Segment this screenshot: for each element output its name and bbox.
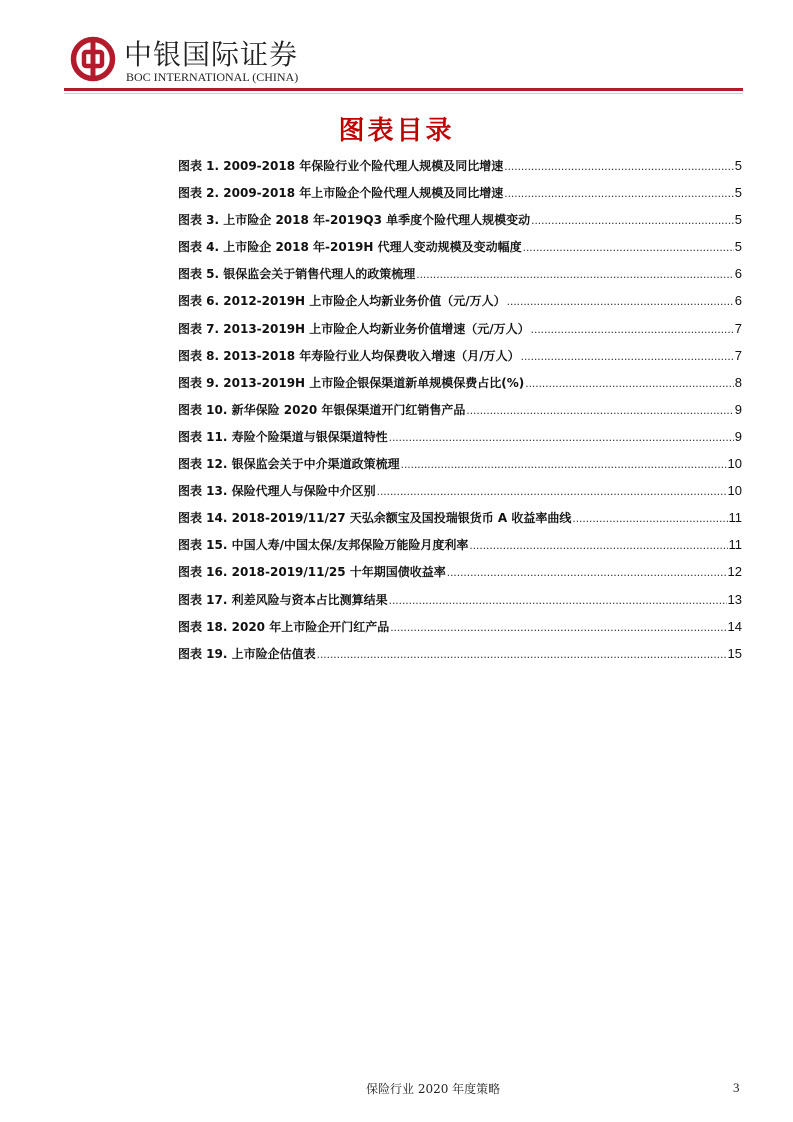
toc-item[interactable]: [178, 320, 742, 347]
toc-item[interactable]: [178, 591, 742, 618]
brand-name-en: BOC INTERNATIONAL (CHINA): [126, 70, 299, 84]
toc-dot-leader: [523, 240, 734, 254]
toc-item[interactable]: [178, 238, 742, 265]
toc-item-page: 10: [727, 456, 742, 472]
toc-item-label: 图表 1. 2009-2018 年保险行业个险代理人规模及同比增速: [178, 159, 504, 173]
toc-item-page: 13: [727, 591, 742, 607]
toc-item-page: 5: [734, 158, 742, 173]
toc-list: [178, 157, 742, 672]
boc-logo-icon: [70, 36, 116, 82]
toc-item[interactable]: [178, 618, 742, 645]
toc-item-label: 图表 8. 2013-2018 年寿险行业人均保费收入增速（月/万人）: [178, 348, 520, 363]
toc-item-label: 图表 3. 上市险企 2018 年-2019Q3 单季度个险代理人规模变动: [178, 213, 531, 228]
toc-item[interactable]: [178, 211, 742, 238]
toc-title: 图表目录: [338, 116, 455, 146]
toc-item-page: 7: [734, 320, 742, 336]
toc-item-page: 9: [734, 428, 742, 444]
toc-item-page: 5: [734, 185, 742, 201]
toc-dot-leader: [416, 267, 734, 281]
toc-dot-leader: [507, 294, 734, 308]
toc-item[interactable]: [178, 455, 742, 482]
toc-item[interactable]: [178, 482, 742, 509]
toc-item-label: 图表 15. 中国人寿/中国太保/友邦保险万能险月度利率: [178, 538, 469, 553]
toc-item-page: 11: [728, 537, 742, 553]
toc-dot-leader: [466, 403, 733, 417]
toc-item[interactable]: [178, 374, 742, 401]
toc-item[interactable]: [178, 265, 742, 292]
toc-dot-leader: [389, 593, 727, 607]
toc-item-page: 15: [727, 645, 742, 661]
toc-dot-leader: [504, 159, 734, 173]
toc-dot-leader: [525, 376, 734, 390]
toc-item-label: 图表 13. 保险代理人与保险中介区别: [178, 484, 376, 499]
toc-item-label: 图表 6. 2012-2019H 上市险企人均新业务价值（元/万人）: [178, 294, 506, 309]
toc-dot-leader: [377, 484, 727, 498]
toc-item-label: 图表 19. 上市险企估值表: [178, 646, 316, 661]
toc-item[interactable]: [178, 347, 742, 374]
toc-dot-leader: [317, 647, 727, 661]
toc-item-page: 9: [734, 401, 742, 417]
toc-dot-leader: [521, 349, 734, 363]
toc-dot-leader: [531, 322, 734, 336]
toc-item-page: 5: [734, 239, 742, 255]
toc-item-page: 6: [734, 266, 742, 282]
toc-item-page: 14: [727, 618, 742, 634]
toc-item-label: 图表 16. 2018-2019/11/25 十年期国债收益率: [178, 565, 446, 580]
toc-item-page: 10: [727, 483, 742, 499]
toc-item[interactable]: [178, 401, 742, 428]
toc-item[interactable]: [178, 563, 742, 590]
toc-item-label: 图表 11. 寿险个险渠道与银保渠道特性: [178, 429, 388, 444]
footer-page-number: 3: [733, 1080, 740, 1095]
toc-dot-leader: [469, 538, 727, 552]
toc-item-page: 7: [734, 347, 742, 363]
brand-name-cn: 中银国际证券: [124, 38, 299, 71]
toc-dot-leader: [531, 213, 734, 227]
toc-item-label: 图表 14. 2018-2019/11/27 天弘余额宝及国投瑞银货币 A 收益率曲线: [178, 511, 572, 526]
toc-dot-leader: [389, 430, 734, 444]
toc-item[interactable]: [178, 428, 742, 455]
toc-item-page: 12: [727, 564, 742, 580]
page-header: [0, 0, 793, 96]
toc-item-label: 图表 17. 利差风险与资本占比测算结果: [178, 592, 388, 607]
toc-item[interactable]: [178, 645, 742, 672]
toc-dot-leader: [447, 565, 727, 579]
header-divider: [64, 88, 743, 91]
toc-item-label: 图表 12. 银保监会关于中介渠道政策梳理: [178, 457, 400, 472]
toc-item[interactable]: [178, 536, 742, 563]
toc-dot-leader: [504, 186, 734, 200]
toc-item-label: 图表 10. 新华保险 2020 年银保渠道开门红销售产品: [178, 402, 466, 417]
toc-item[interactable]: [178, 509, 742, 536]
toc-item-label: 图表 5. 银保监会关于销售代理人的政策梳理: [178, 267, 416, 282]
toc-item[interactable]: [178, 184, 742, 211]
toc-item-page: 8: [734, 374, 742, 390]
toc-item-label: 图表 7. 2013-2019H 上市险企人均新业务价值增速（元/万人）: [178, 321, 530, 336]
header-divider-thin: [64, 93, 743, 94]
toc-item-label: 图表 18. 2020 年上市险企开门红产品: [178, 619, 390, 634]
toc-item-label: 图表 9. 2013-2019H 上市险企银保渠道新单规模保费占比(%): [178, 375, 525, 390]
footer-report-title: 保险行业 2020 年度策略: [366, 1082, 501, 1096]
toc-item[interactable]: [178, 157, 742, 184]
toc-item-label: 图表 2. 2009-2018 年上市险企个险代理人规模及同比增速: [178, 186, 504, 201]
toc-item-page: 6: [734, 293, 742, 309]
toc-item[interactable]: [178, 292, 742, 319]
toc-item-label: 图表 4. 上市险企 2018 年-2019H 代理人变动规模及变动幅度: [178, 240, 522, 255]
toc-dot-leader: [401, 457, 727, 471]
toc-item-page: 11: [728, 510, 742, 526]
toc-dot-leader: [572, 511, 727, 525]
toc-item-page: 5: [734, 212, 742, 228]
toc-dot-leader: [390, 620, 726, 634]
